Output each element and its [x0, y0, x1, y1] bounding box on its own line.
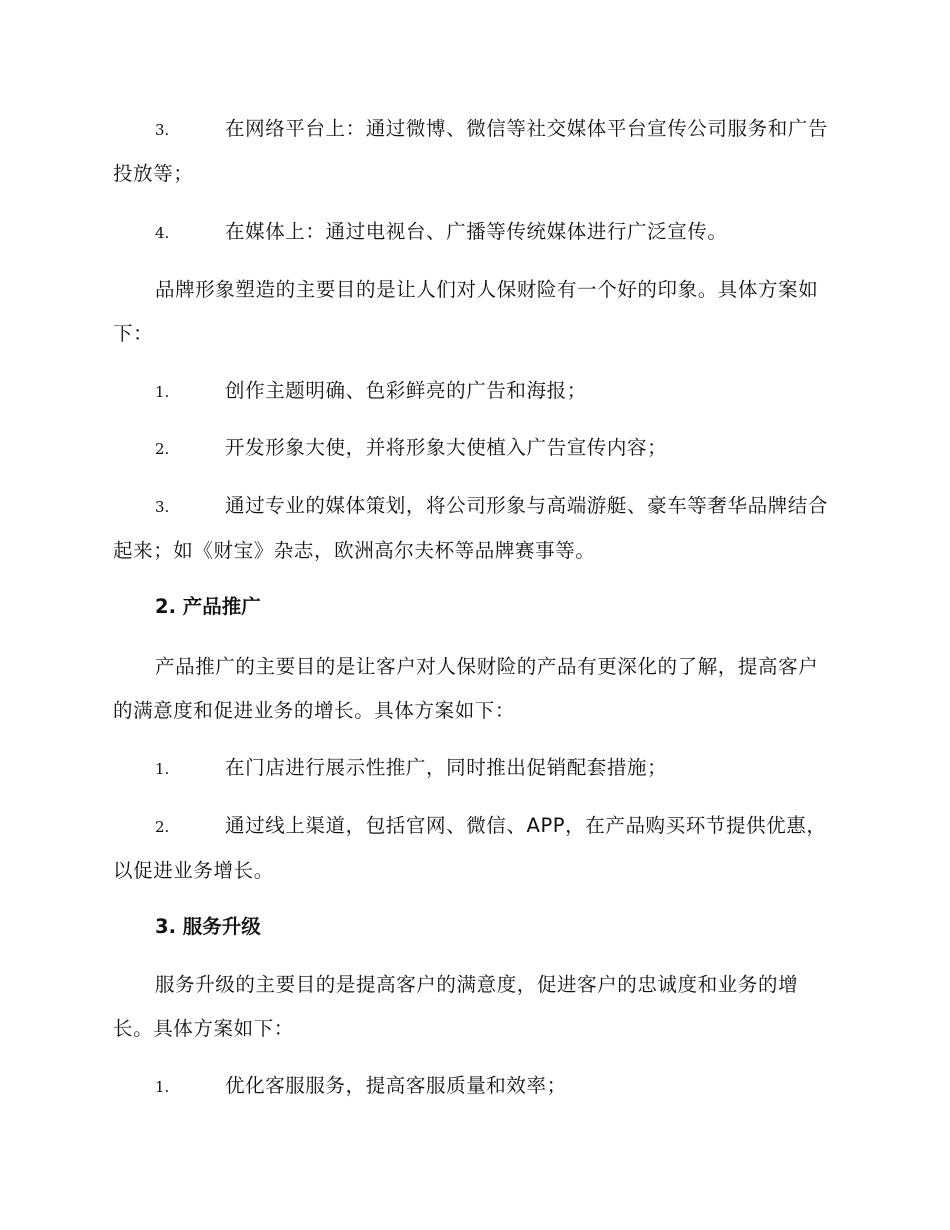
paragraph-service-intro: 服务升级的主要目的是提高客户的满意度，促进客户的忠诚度和业务的增长。具体方案如下：: [113, 973, 799, 1040]
paragraph-product-intro: 产品推广的主要目的是让客户对人保财险的产品有更深化的了解，提高客户的满意度和促进业务的增长。具体方案如下：: [113, 655, 819, 722]
list-item: [113, 426, 835, 471]
list-text: 在门店进行展示性推广，同时推出促销配套措施；: [225, 756, 668, 779]
list-item: [113, 804, 835, 893]
list-text: 通过专业的媒体策划，将公司形象与高端游艇、豪车等奢华品牌结合起来；如《财宝》杂志，欧洲高尔夫杯等品牌赛事等。: [113, 494, 829, 562]
list-text: 在网络平台上：通过微博、微信等社交媒体平台宣传公司服务和广告投放等；: [113, 117, 829, 185]
list-text: 优化客服服务，提高客服质量和效率；: [225, 1074, 567, 1097]
list-number: 1.: [155, 760, 170, 778]
list-item: [113, 210, 835, 255]
list-text: 创作主题明确、色彩鲜亮的广告和海报；: [225, 379, 587, 402]
list-item: [113, 746, 835, 791]
list-number: 1.: [155, 383, 170, 401]
list-number: 1.: [155, 1078, 170, 1096]
list-item: [113, 484, 835, 573]
paragraph-brand-intro: 品牌形象塑造的主要目的是让人们对人保财险有一个好的印象。具体方案如下：: [113, 278, 819, 345]
section-heading-product: 2. 产品推广: [155, 595, 261, 618]
list-number: 3.: [155, 498, 170, 516]
section-heading-service: 3. 服务升级: [155, 915, 261, 938]
list-text: 在媒体上：通过电视台、广播等传统媒体进行广泛宣传。: [225, 220, 728, 243]
list-text: 通过线上渠道，包括官网、微信、APP，在产品购买环节提供优惠，以促进业务增长。: [113, 814, 827, 882]
list-text: 开发形象大使，并将形象大使植入广告宣传内容；: [225, 436, 668, 459]
list-number: 3.: [155, 121, 170, 139]
list-item: [113, 107, 835, 196]
list-number: 4.: [155, 224, 170, 242]
list-number: 2.: [155, 440, 170, 458]
list-item: [113, 369, 835, 414]
list-number: 2.: [155, 818, 170, 836]
list-item: [113, 1064, 835, 1109]
